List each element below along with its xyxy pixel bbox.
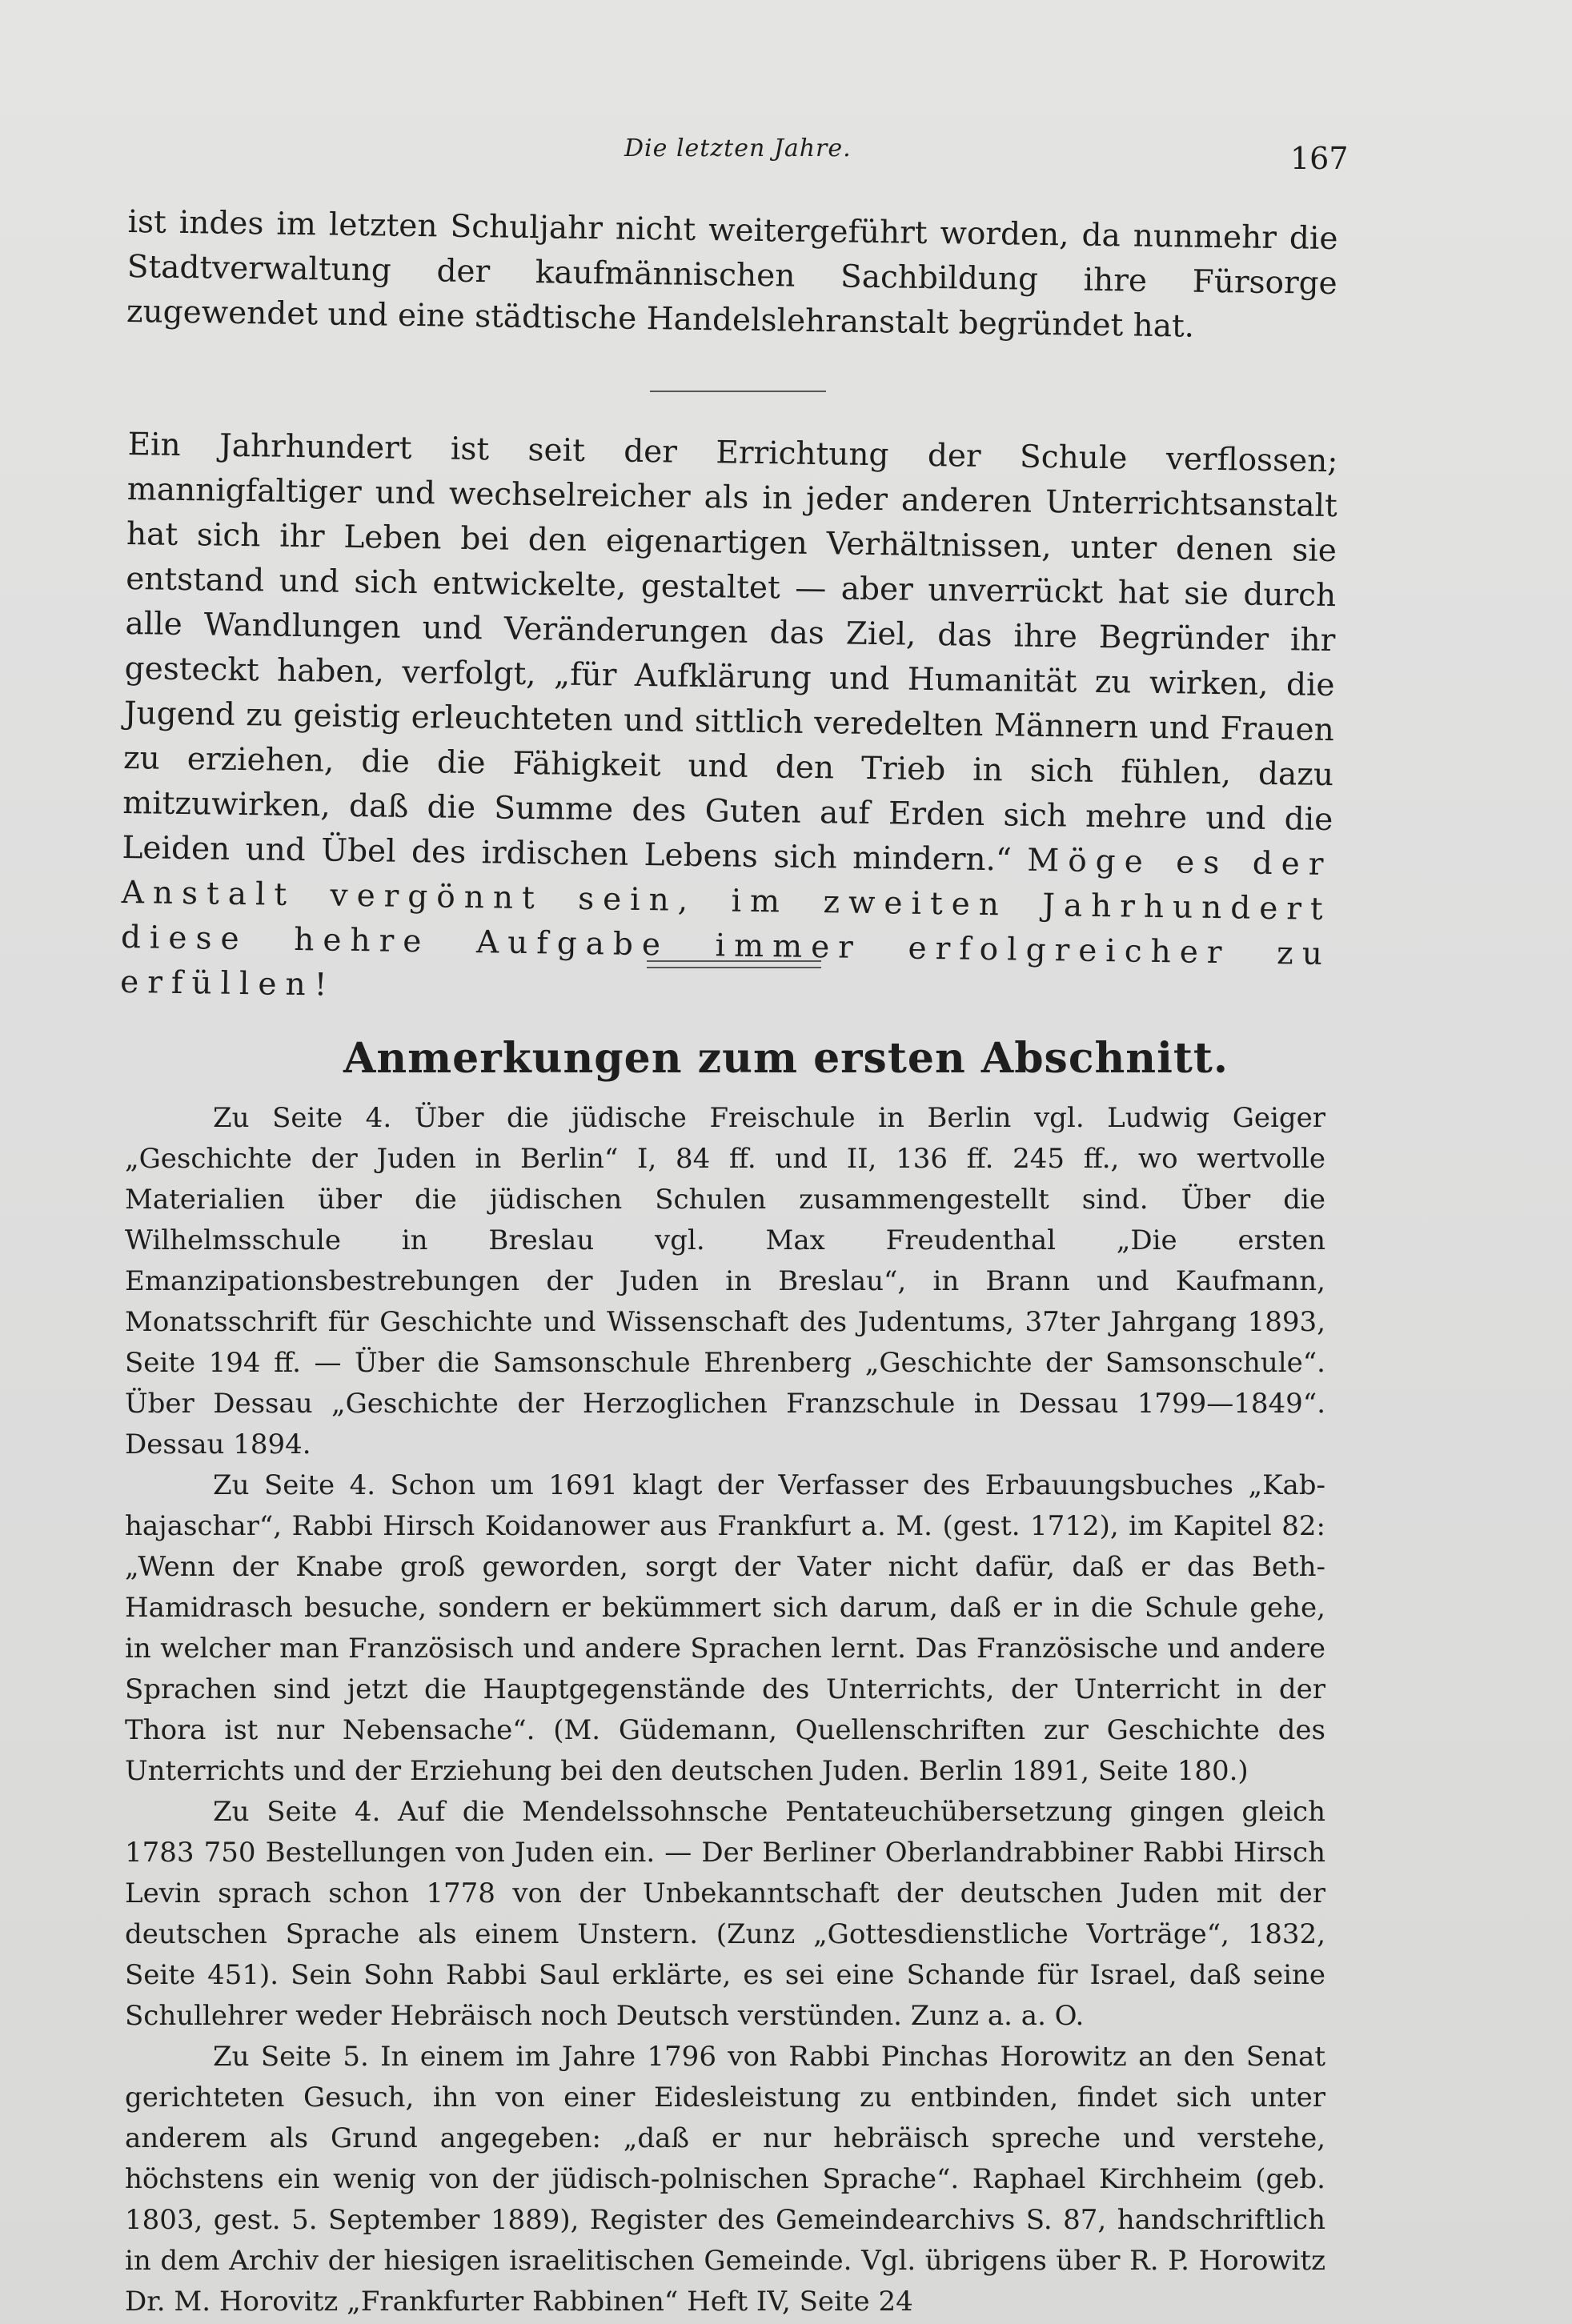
closing-paragraph-text: Ein Jahrhundert ist seit der Errichtung der Schule verflossen; mannigfaltiger und wechselreicher als in jeder anderen Unterrichtsanstalt hat sich ihr Leben bei den eigenartigen Verhältnissen, unter denen sie entstand und sich entwickelte, gestaltet — aber unverrückt hat sie durch alle Wandlungen und Veränderungen das Ziel, das ihre Begründer ihr gesteckt haben, verfolgt, „für Aufklärung und Humanität zu wirken, die Jugend zu geistig erleuchteten und sittlich veredelten Männern und Frauen zu erziehen, die die Fähigkeit und den Trieb in sich fühlen, dazu mitzuwirken, daß die Summe des Guten auf Erden sich mehre und die Leiden und Übel des irdischen Lebens sich mindern.“ [122, 426, 1338, 879]
note-item: Zu Seite 4. Auf die Mendelssohnsche Pentateuchübersetzung gingen gleich 1783 750 Bestellungen von Juden ein. — Der Berliner Oberlandrabbiner Rabbi Hirsch Levin sprach schon 1778 von der Unbekanntschaft der deutschen Juden mit der deutschen Sprache als einem Unstern. (Zunz „Gottesdienstliche Vorträge“, 1832, Seite 451). Sein Sohn Rabbi Saul erklärte, es sei eine Schande für Israel, daß seine Schullehrer weder Hebräisch noch Deutsch verstünden. Zunz a. a. O. [125, 1796, 1325, 2032]
note-item: Zu Seite 5. In einem im Jahre 1796 von Rabbi Pinchas Horowitz an den Senat gerichteten Gesuch, ihn von einer Eidesleistung zu entbinden, findet sich unter anderem als Grund angegeben: „daß er nur hebräisch spreche und verstehe, höchstens ein wenig von der jüdisch-polnischen Sprache“. Raphael Kirchheim (geb. 1803, gest. 5. September 1889), Register des Gemeindearchivs S. 87, handschriftlich in dem Archiv der hiesigen israelitischen Gemeinde. Vgl. übrigens über R. P. Horowitz Dr. M. Horovitz „Frankfurter Rabbinen“ Heft IV, Seite 24 [125, 2041, 1325, 2318]
note-item: Zu Seite 4. Schon um 1691 klagt der Verfasser des Erbauungsbuches „Kab-hajaschar“, Rabbi Hirsch Koidanower aus Frankfurt a. M. (gest. 1712), im Kapitel 82: „Wenn der Knabe groß geworden, sorgt der Vater nicht dafür, daß er das Beth-Hamidrasch besuche, sondern er bekümmert sich darum, daß er in die Schule gehe, in welcher man Französisch und andere Sprachen lernt. Das Französische und andere Sprachen sind jetzt die Hauptgegenstände des Unterrichts, der Unterricht in der Thora ist nur Nebensache“. (M. Güdemann, Quellenschriften zur Geschichte des Unterrichts und der Erziehung bei den deutschen Juden. Berlin 1891, Seite 180.) [125, 1469, 1325, 1787]
closing-paragraph [120, 423, 1338, 1022]
paragraph-continued: ist indes im letzten Schuljahr nicht weitergeführt worden, da nunmehr die Stadtverwaltung der kaufmännischen Sachbildung ihre Fürsorge zugewendet und eine städtische Handelslehranstalt begründet hat. [126, 203, 1338, 345]
notes-section [125, 1098, 1325, 2322]
page-number: 167 [1290, 141, 1349, 176]
section-heading: Anmerkungen zum ersten Abschnitt. [343, 1034, 1229, 1083]
double-divider-rule [647, 960, 821, 968]
section-divider-rule [650, 391, 826, 392]
closing-paragraph-spaced-text: Möge es der Anstalt vergönnt sein, im zweiten Jahrhundert diese hehre Aufgabe immer erfolgreicher zu erfüllen! [119, 842, 1333, 1004]
note-item: Zu Seite 4. Über die jüdische Freischule in Berlin vgl. Ludwig Geiger „Geschichte der Juden in Berlin“ I, 84 ff. und II, 136 ff. 245 ff., wo wertvolle Materialien über die jüdischen Schulen zusammengestellt sind. Über die Wilhelmsschule in Breslau vgl. Max Freudenthal „Die ersten Emanzipationsbestrebungen der Juden in Breslau“, in Brann und Kaufmann, Monatsschrift für Geschichte und Wissenschaft des Judentums, 37ter Jahrgang 1893, Seite 194 ff. — Über die Samsonschule Ehrenberg „Geschichte der Samsonschule“. Über Dessau „Geschichte der Herzoglichen Franzschule in Dessau 1799—1849“. Dessau 1894. [125, 1102, 1325, 1461]
page-header [0, 134, 1572, 182]
running-head: Die letzten Jahre. [624, 134, 852, 162]
